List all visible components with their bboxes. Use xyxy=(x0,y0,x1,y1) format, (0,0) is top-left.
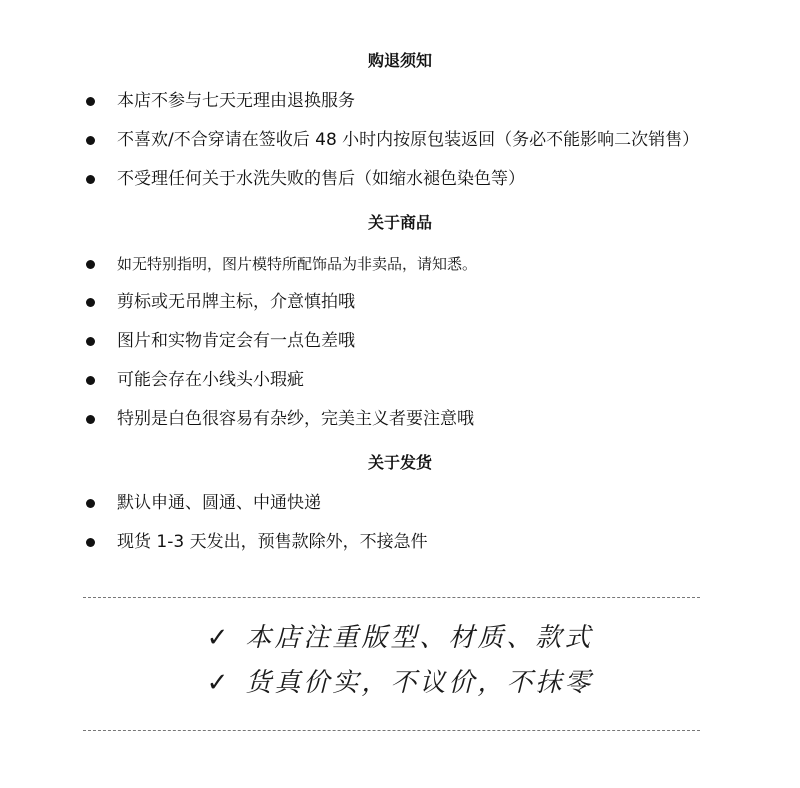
list-item xyxy=(86,408,474,430)
list-item-text: 剪标或无吊牌主标，介意慎拍哦 xyxy=(117,292,355,312)
list-item-text: 不喜欢/不合穿请在签收后 48 小时内按原包装返回（务必不能影响二次销售） xyxy=(117,130,700,150)
list-item xyxy=(86,253,477,275)
list-item xyxy=(86,129,699,151)
list-item-text: 本店不参与七天无理由退换服务 xyxy=(117,91,355,111)
list-item xyxy=(86,531,428,553)
list-item-text: 可能会存在小线头小瑕疵 xyxy=(117,370,304,390)
bullet-icon xyxy=(86,499,95,508)
list-item-text: 特别是白色很容易有杂纱，完美主义者要注意哦 xyxy=(117,409,474,429)
bullet-icon xyxy=(86,415,95,424)
list-item xyxy=(86,291,355,313)
list-item-text: 现货 1-3 天发出，预售款除外，不接急件 xyxy=(117,532,428,552)
highlight-text: 货真价实，不议价，不抹零 xyxy=(245,668,594,698)
section-title-purchase-return: 购退须知 xyxy=(367,51,432,70)
list-item xyxy=(86,369,304,391)
list-item xyxy=(86,168,525,190)
list-item xyxy=(86,90,355,112)
dashed-divider xyxy=(83,597,700,598)
section-title-about-shipping: 关于发货 xyxy=(367,453,432,472)
list-item xyxy=(86,330,355,352)
highlight-text: 本店注重版型、材质、款式 xyxy=(245,623,594,653)
bullet-icon xyxy=(86,136,95,145)
bullet-icon xyxy=(86,298,95,307)
bullet-icon xyxy=(86,260,95,269)
highlight-line xyxy=(0,666,800,700)
list-item xyxy=(86,492,321,514)
list-item-text: 如无特别指明，图片模特所配饰品为非卖品，请知悉。 xyxy=(117,255,478,273)
list-item-text: 图片和实物肯定会有一点色差哦 xyxy=(117,331,355,351)
list-item-text: 不受理任何关于水洗失败的售后（如缩水褪色染色等） xyxy=(117,169,525,189)
bullet-icon xyxy=(86,97,95,106)
bullet-icon xyxy=(86,538,95,547)
list-item-text: 默认申通、圆通、中通快递 xyxy=(117,493,321,513)
highlight-line xyxy=(0,621,800,655)
bullet-icon xyxy=(86,376,95,385)
bullet-icon xyxy=(86,337,95,346)
checkmark-icon: ✓ xyxy=(206,668,232,698)
checkmark-icon: ✓ xyxy=(206,623,232,653)
dashed-divider xyxy=(83,730,700,731)
section-title-about-products: 关于商品 xyxy=(367,213,432,232)
bullet-icon xyxy=(86,175,95,184)
